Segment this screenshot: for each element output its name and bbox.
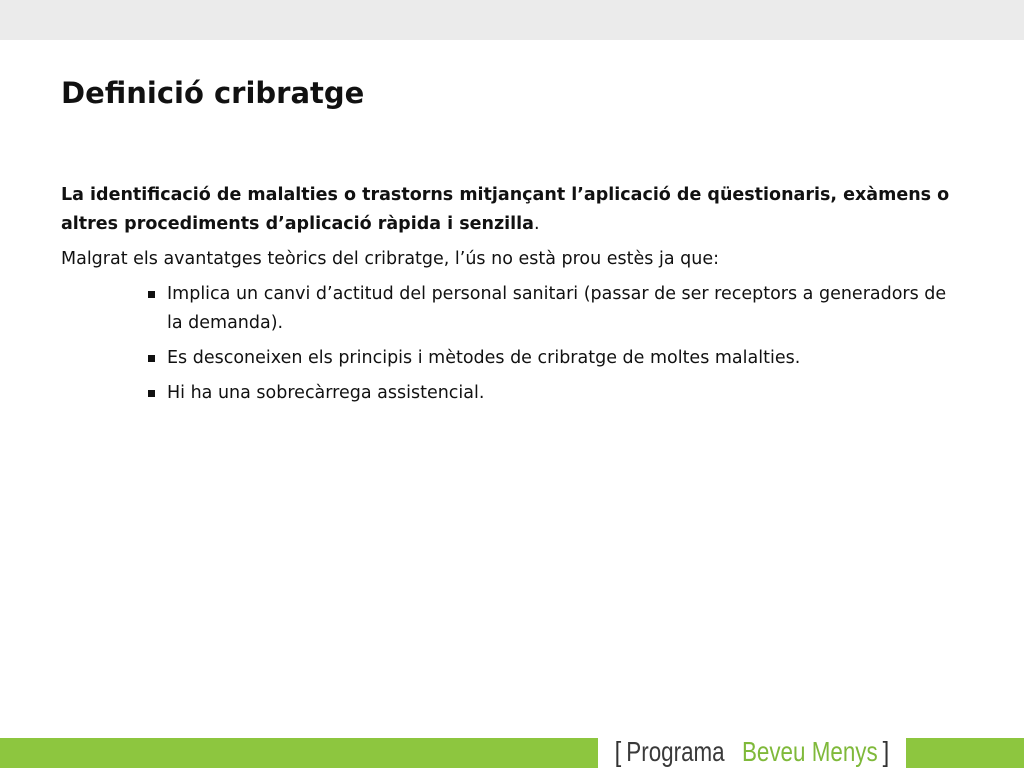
bullet-text: Hi ha una sobrecàrrega assistencial. [167, 383, 485, 403]
logo-close-bracket: ] [882, 736, 890, 767]
list-item [146, 344, 961, 373]
logo-open-bracket: [ [614, 736, 622, 767]
slide-title: Definició cribratge [61, 76, 365, 110]
definition-paragraph [61, 181, 961, 239]
square-bullet-icon [148, 390, 155, 397]
list-item [146, 379, 961, 408]
bullet-text: Es desconeixen els principis i mètodes de cribratge de moltes malalties. [167, 348, 801, 368]
slide-content [61, 181, 961, 414]
list-item [146, 280, 961, 338]
lead-paragraph: Malgrat els avantatges teòrics del cribratge, l’ús no està prou estès ja que: [61, 249, 719, 269]
square-bullet-icon [148, 291, 155, 298]
definition-end: . [533, 214, 540, 234]
logo-word-beveu-menys: Beveu Menys [741, 736, 878, 767]
logo-word-programa: Programa [625, 736, 725, 767]
definition-text: La identificació de malalties o trastorns mitjançant l’aplicació de qüestionaris, exàmens o altres procediments d’aplicació ràpida i senzilla [61, 185, 950, 234]
bullet-list [61, 280, 961, 408]
top-bar [0, 0, 1024, 40]
square-bullet-icon [148, 355, 155, 362]
bullet-text: Implica un canvi d’actitud del personal sanitari (passar de ser receptors a generadors de la demanda). [167, 284, 947, 333]
program-logo [598, 736, 906, 768]
